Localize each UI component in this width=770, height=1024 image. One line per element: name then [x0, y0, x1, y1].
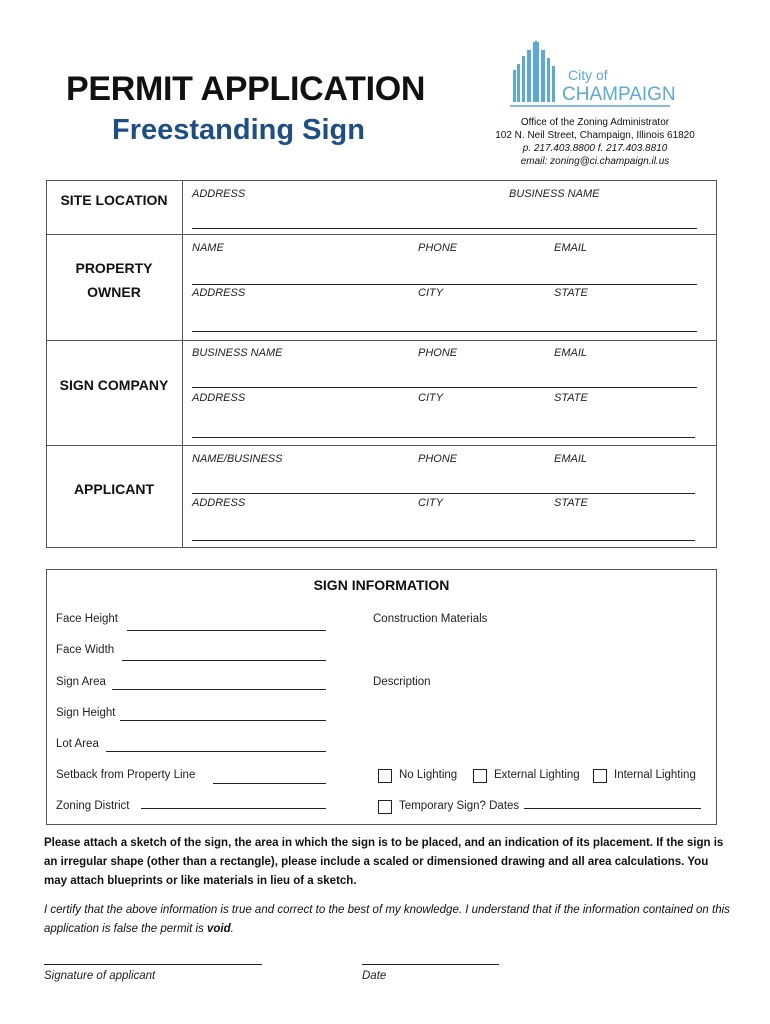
applicant-heading: APPLICANT	[73, 481, 155, 497]
office-name: Office of the Zoning Administrator	[520, 117, 670, 128]
external-lighting-checkbox[interactable]	[473, 769, 487, 783]
signature-field[interactable]	[44, 964, 262, 965]
form-subtitle: Freestanding Sign	[112, 114, 365, 146]
lot-area-field[interactable]	[106, 751, 326, 752]
setback-field[interactable]	[213, 783, 326, 784]
applicant-city-label: CITY	[418, 497, 444, 509]
attachment-instructions: Please attach a sketch of the sign, the area in which the sign is to be placed, and an indication of its placement. If the sign is an irregular shape (other than a rectangle), please include a scaled or dimensioned drawing and all area calculations. You may attach blueprints or like materials in lieu of a sketch.	[44, 837, 724, 887]
certification-statement: I certify that the above information is true and correct to the best of my knowledge. I understand that if the information contained on this application is false the permit is void.	[44, 904, 730, 935]
office-info	[480, 116, 710, 168]
applicant-state-label: STATE	[554, 497, 588, 509]
office-street: 102 N. Neil Street, Champaign, Illinois 61820	[495, 130, 695, 141]
logo-text-big: CHAMPAIGN	[562, 84, 676, 105]
face-height-field[interactable]	[127, 630, 326, 631]
description-label: Description	[373, 676, 431, 688]
company-address-label: ADDRESS	[192, 392, 246, 404]
form-title: PERMIT APPLICATION	[66, 70, 426, 108]
date-label: Date	[362, 970, 387, 982]
internal-lighting-label: Internal Lighting	[614, 769, 696, 781]
applicant-name-field[interactable]	[192, 493, 695, 494]
company-city-label: CITY	[418, 392, 444, 404]
lot-area-label: Lot Area	[56, 738, 99, 750]
construction-materials-label: Construction Materials	[373, 613, 488, 625]
temporary-dates-field[interactable]	[524, 808, 701, 809]
sign-company-heading: SIGN COMPANY	[59, 377, 169, 393]
owner-email-label: EMAIL	[554, 242, 588, 254]
owner-name-label: NAME	[192, 242, 224, 254]
city-logo	[510, 40, 685, 110]
external-lighting-label: External Lighting	[494, 769, 580, 781]
zoning-district-field[interactable]	[141, 808, 326, 809]
owner-state-label: STATE	[554, 287, 588, 299]
sign-height-label: Sign Height	[56, 707, 116, 719]
company-email-label: EMAIL	[554, 347, 588, 359]
company-phone-label: PHONE	[418, 347, 458, 359]
company-business-label: BUSINESS NAME	[192, 347, 283, 359]
logo-text-small: City of	[568, 67, 608, 83]
applicant-address-field[interactable]	[192, 540, 695, 541]
temporary-sign-label: Temporary Sign? Dates	[399, 800, 520, 812]
applicant-email-label: EMAIL	[554, 453, 588, 465]
no-lighting-label: No Lighting	[399, 769, 458, 781]
company-state-label: STATE	[554, 392, 588, 404]
temporary-sign-checkbox[interactable]	[378, 800, 392, 814]
face-width-field[interactable]	[122, 660, 326, 661]
face-height-label: Face Height	[56, 613, 119, 625]
company-business-field[interactable]	[192, 387, 697, 388]
owner-address-label: ADDRESS	[192, 287, 246, 299]
no-lighting-checkbox[interactable]	[378, 769, 392, 783]
setback-label: Setback from Property Line	[56, 769, 196, 781]
company-address-field[interactable]	[192, 437, 695, 438]
internal-lighting-checkbox[interactable]	[593, 769, 607, 783]
date-field[interactable]	[362, 964, 499, 965]
site-location-heading: SITE LOCATION	[60, 192, 168, 208]
sign-information-box	[46, 569, 717, 825]
owner-phone-label: PHONE	[418, 242, 458, 254]
sign-information-heading: SIGN INFORMATION	[313, 577, 450, 593]
site-business-label: BUSINESS NAME	[509, 188, 600, 200]
property-owner-heading: PROPERTY OWNER	[75, 260, 153, 300]
applicant-phone-label: PHONE	[418, 453, 458, 465]
zoning-district-label: Zoning District	[56, 800, 130, 812]
applicant-address-label: ADDRESS	[192, 497, 246, 509]
owner-address-field[interactable]	[192, 331, 697, 332]
face-width-label: Face Width	[56, 644, 115, 656]
applicant-name-label: NAME/BUSINESS	[192, 453, 283, 465]
sign-area-label: Sign Area	[56, 676, 106, 688]
skyline-icon	[513, 40, 555, 102]
office-phone: p. 217.403.8800 f. 217.403.8810	[522, 143, 668, 154]
owner-name-field[interactable]	[192, 284, 697, 285]
office-email: email: zoning@ci.champaign.il.us	[520, 156, 670, 167]
site-address-field[interactable]	[192, 228, 697, 229]
sign-height-field[interactable]	[120, 720, 326, 721]
owner-city-label: CITY	[418, 287, 444, 299]
sign-area-field[interactable]	[112, 689, 326, 690]
void-word: void	[207, 923, 231, 935]
site-address-label: ADDRESS	[192, 188, 246, 200]
signature-label: Signature of applicant	[44, 970, 156, 982]
